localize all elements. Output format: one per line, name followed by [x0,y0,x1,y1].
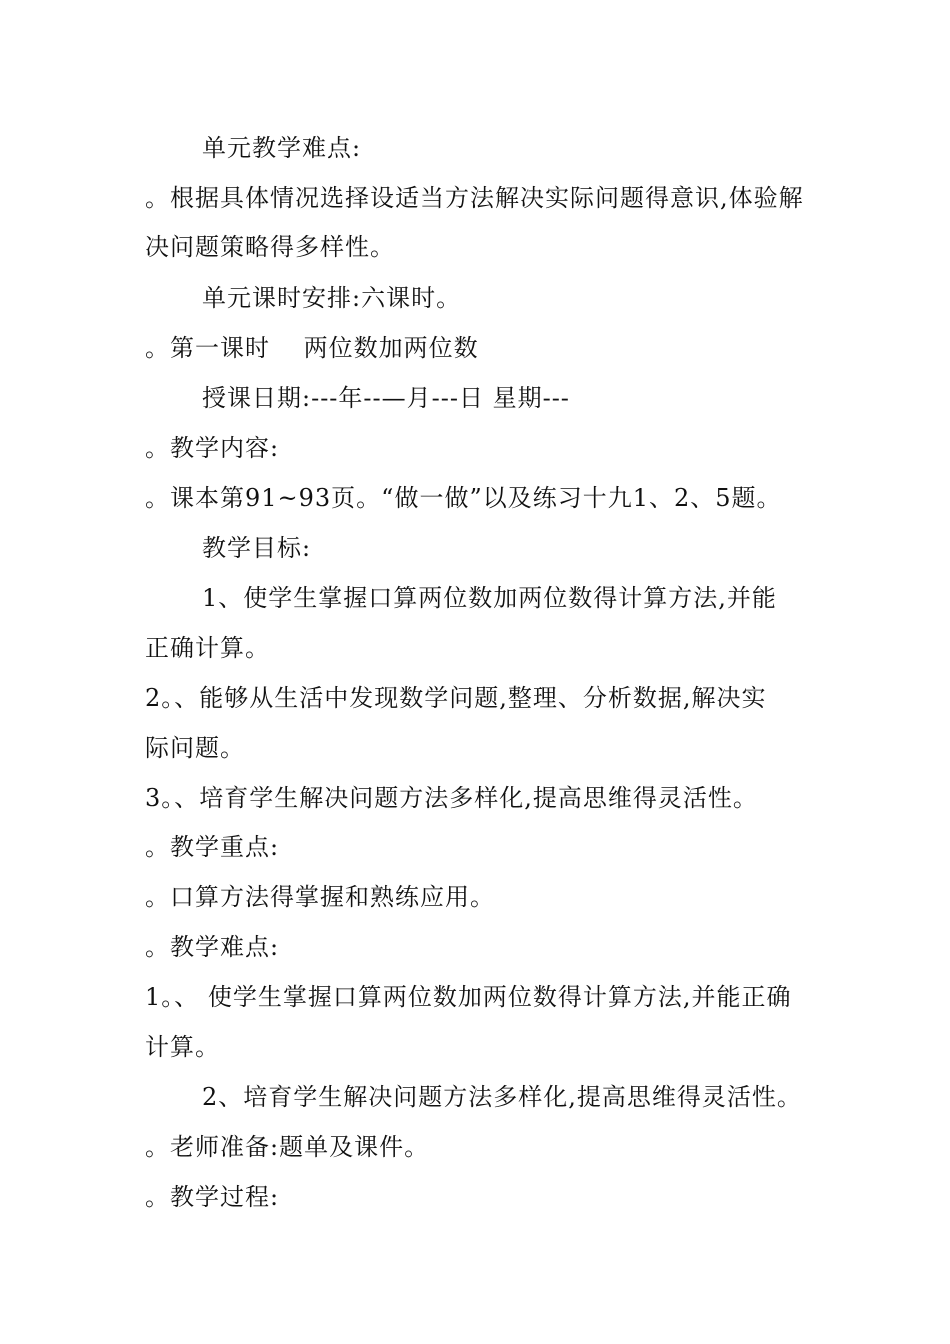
text-line: 单元课时安排:六课时。 [202,284,462,312]
text-line: 1、使学生掌握口算两位数加两位数得计算方法,并能 [202,584,777,612]
text-line: 授课日期:---年--—月---日 星期--- [202,384,570,412]
text-line: 。根据具体情况选择设适当方法解决实际问题得意识,体验解 [145,184,804,212]
text-line: 。老师准备:题单及课件。 [145,1133,430,1161]
text-line: 。教学难点: [145,933,280,961]
text-line: 教学目标: [202,534,312,562]
text-line: 2、培育学生解决问题方法多样化,提高思维得灵活性。 [202,1083,802,1111]
text-line: 。教学过程: [145,1183,280,1211]
text-line: 单元教学难点: [202,134,362,162]
text-line: 决问题策略得多样性。 [145,233,395,261]
text-line: 。教学重点: [145,833,280,861]
text-line: 3。、培育学生解决问题方法多样化,提高思维得灵活性。 [145,784,758,812]
text-line: 1。、 使学生掌握口算两位数加两位数得计算方法,并能正确 [145,983,792,1011]
text-line: 计算。 [145,1033,220,1061]
text-line: 。教学内容: [145,434,280,462]
text-line: 际问题。 [145,734,245,762]
text-line: 2。、能够从生活中发现数学问题,整理、分析数据,解决实 [145,684,767,712]
text-line: 。第一课时 两位数加两位数 [145,334,479,362]
text-line: 。课本第91~93页。“做一做”以及练习十九1、2、5题。 [145,484,782,512]
text-line: 正确计算。 [145,634,270,662]
text-line: 。口算方法得掌握和熟练应用。 [145,883,495,911]
